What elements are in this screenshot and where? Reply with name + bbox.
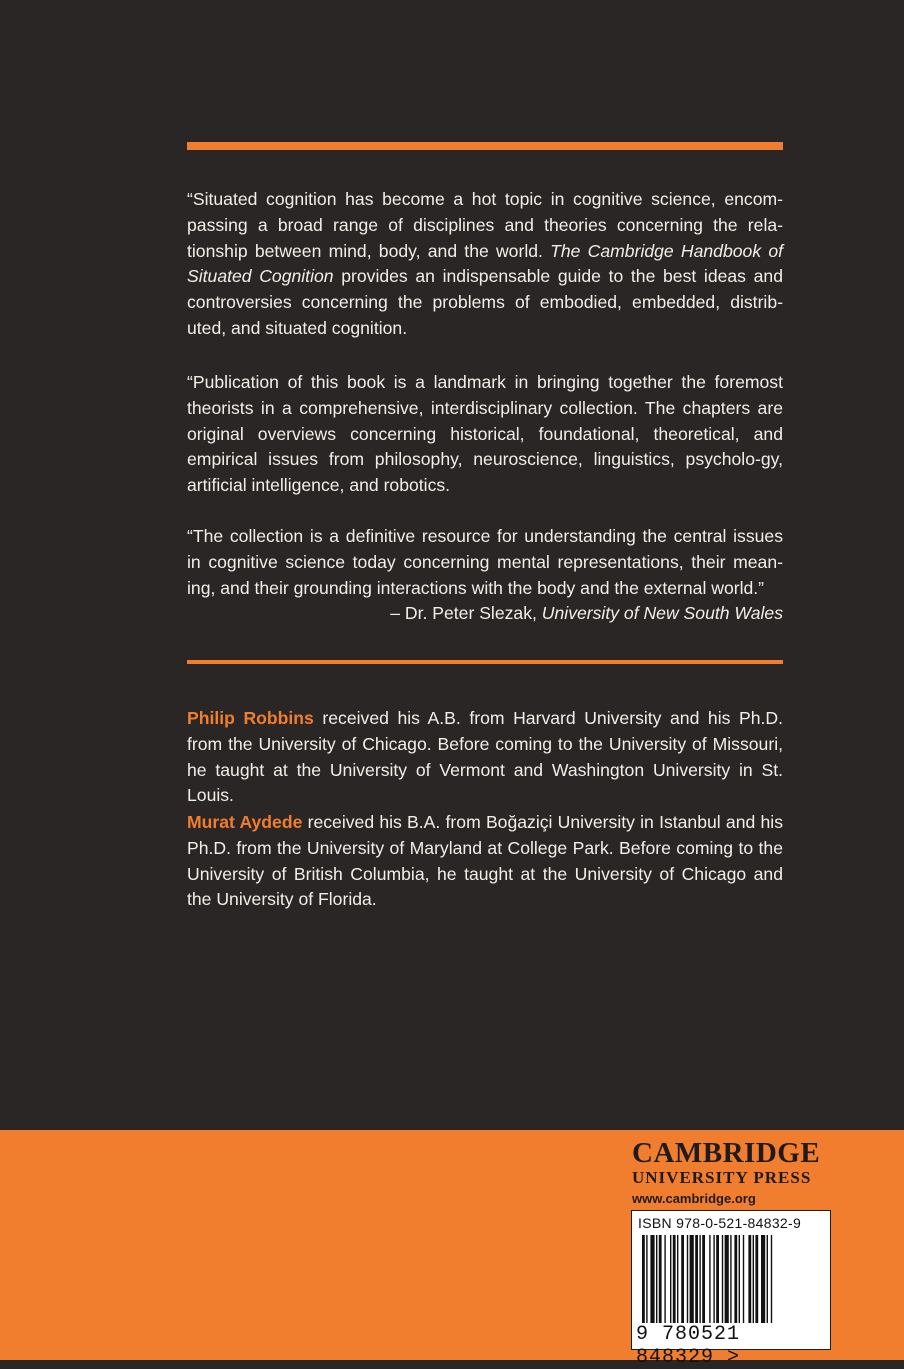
isbn-label: ISBN 978-0-521-84832-9 — [638, 1215, 802, 1231]
publisher-url: www.cambridge.org — [632, 1191, 756, 1206]
bio-text-2: received his B.A. from Boğaziçi University in Istanbul and his Ph.D. from the University of Maryland at College Park. Before coming to the University of British Columbia, he taught at the University of Chicago and the University of Florida. — [187, 812, 783, 910]
barcode-digits: 9 780521 848329 > — [636, 1323, 741, 1369]
quote-1-part-a: “Situated cognition has become a hot topic in cognitive science, encom-passing a broad range of disciplines and theories concerning the rela-tionship between mind, body, and the world. — [187, 189, 783, 261]
attribution-affiliation: University of New South Wales — [541, 603, 783, 623]
top-orange-rule — [187, 142, 783, 150]
barcode-bars — [640, 1235, 824, 1323]
publisher-subtitle: UNIVERSITY PRESS — [632, 1168, 812, 1187]
quote-1-part-b: provides an indispensable guide to the best ideas and controversies concerning the problems of embodied, embedded, distrib-uted, and situated cognition. — [187, 266, 783, 338]
quote-3: “The collection is a definitive resource for understanding the central issues in cognitive science today concerning mental representations, their mean-ing, and their grounding interactions with the body and the external world.” — [187, 526, 783, 598]
author-name-1: Philip Robbins — [187, 708, 314, 728]
bio-philip-robbins — [187, 706, 783, 809]
quote-1 — [187, 187, 783, 342]
middle-orange-rule — [187, 660, 783, 664]
quote-attribution — [187, 601, 783, 627]
isbn-barcode — [631, 1210, 831, 1369]
attribution-name: – Dr. Peter Slezak, — [390, 603, 542, 623]
book-title: The Cambridge Handbook of Situated Cognition — [187, 240, 784, 287]
publisher-logo — [632, 1138, 832, 1208]
quote-2: “Publication of this book is a landmark in bringing together the foremost theorists in a comprehensive, interdisciplinary collection. The chapters are original overviews concerning historical, foundational, theoretical, and empirical issues from philosophy, neuroscience, linguistics, psycholo-gy, artificial intelligence, and robotics. — [187, 372, 783, 496]
bio-murat-aydede — [187, 810, 783, 913]
bio-text-1: received his A.B. from Harvard University and his Ph.D. from the University of Chicago. Before coming to the University of Missouri, he taught at the University of Vermont and Washington University in St. Louis. — [187, 708, 783, 806]
publisher-name: CAMBRIDGE — [632, 1137, 821, 1169]
author-name-2: Murat Aydede — [187, 812, 303, 832]
